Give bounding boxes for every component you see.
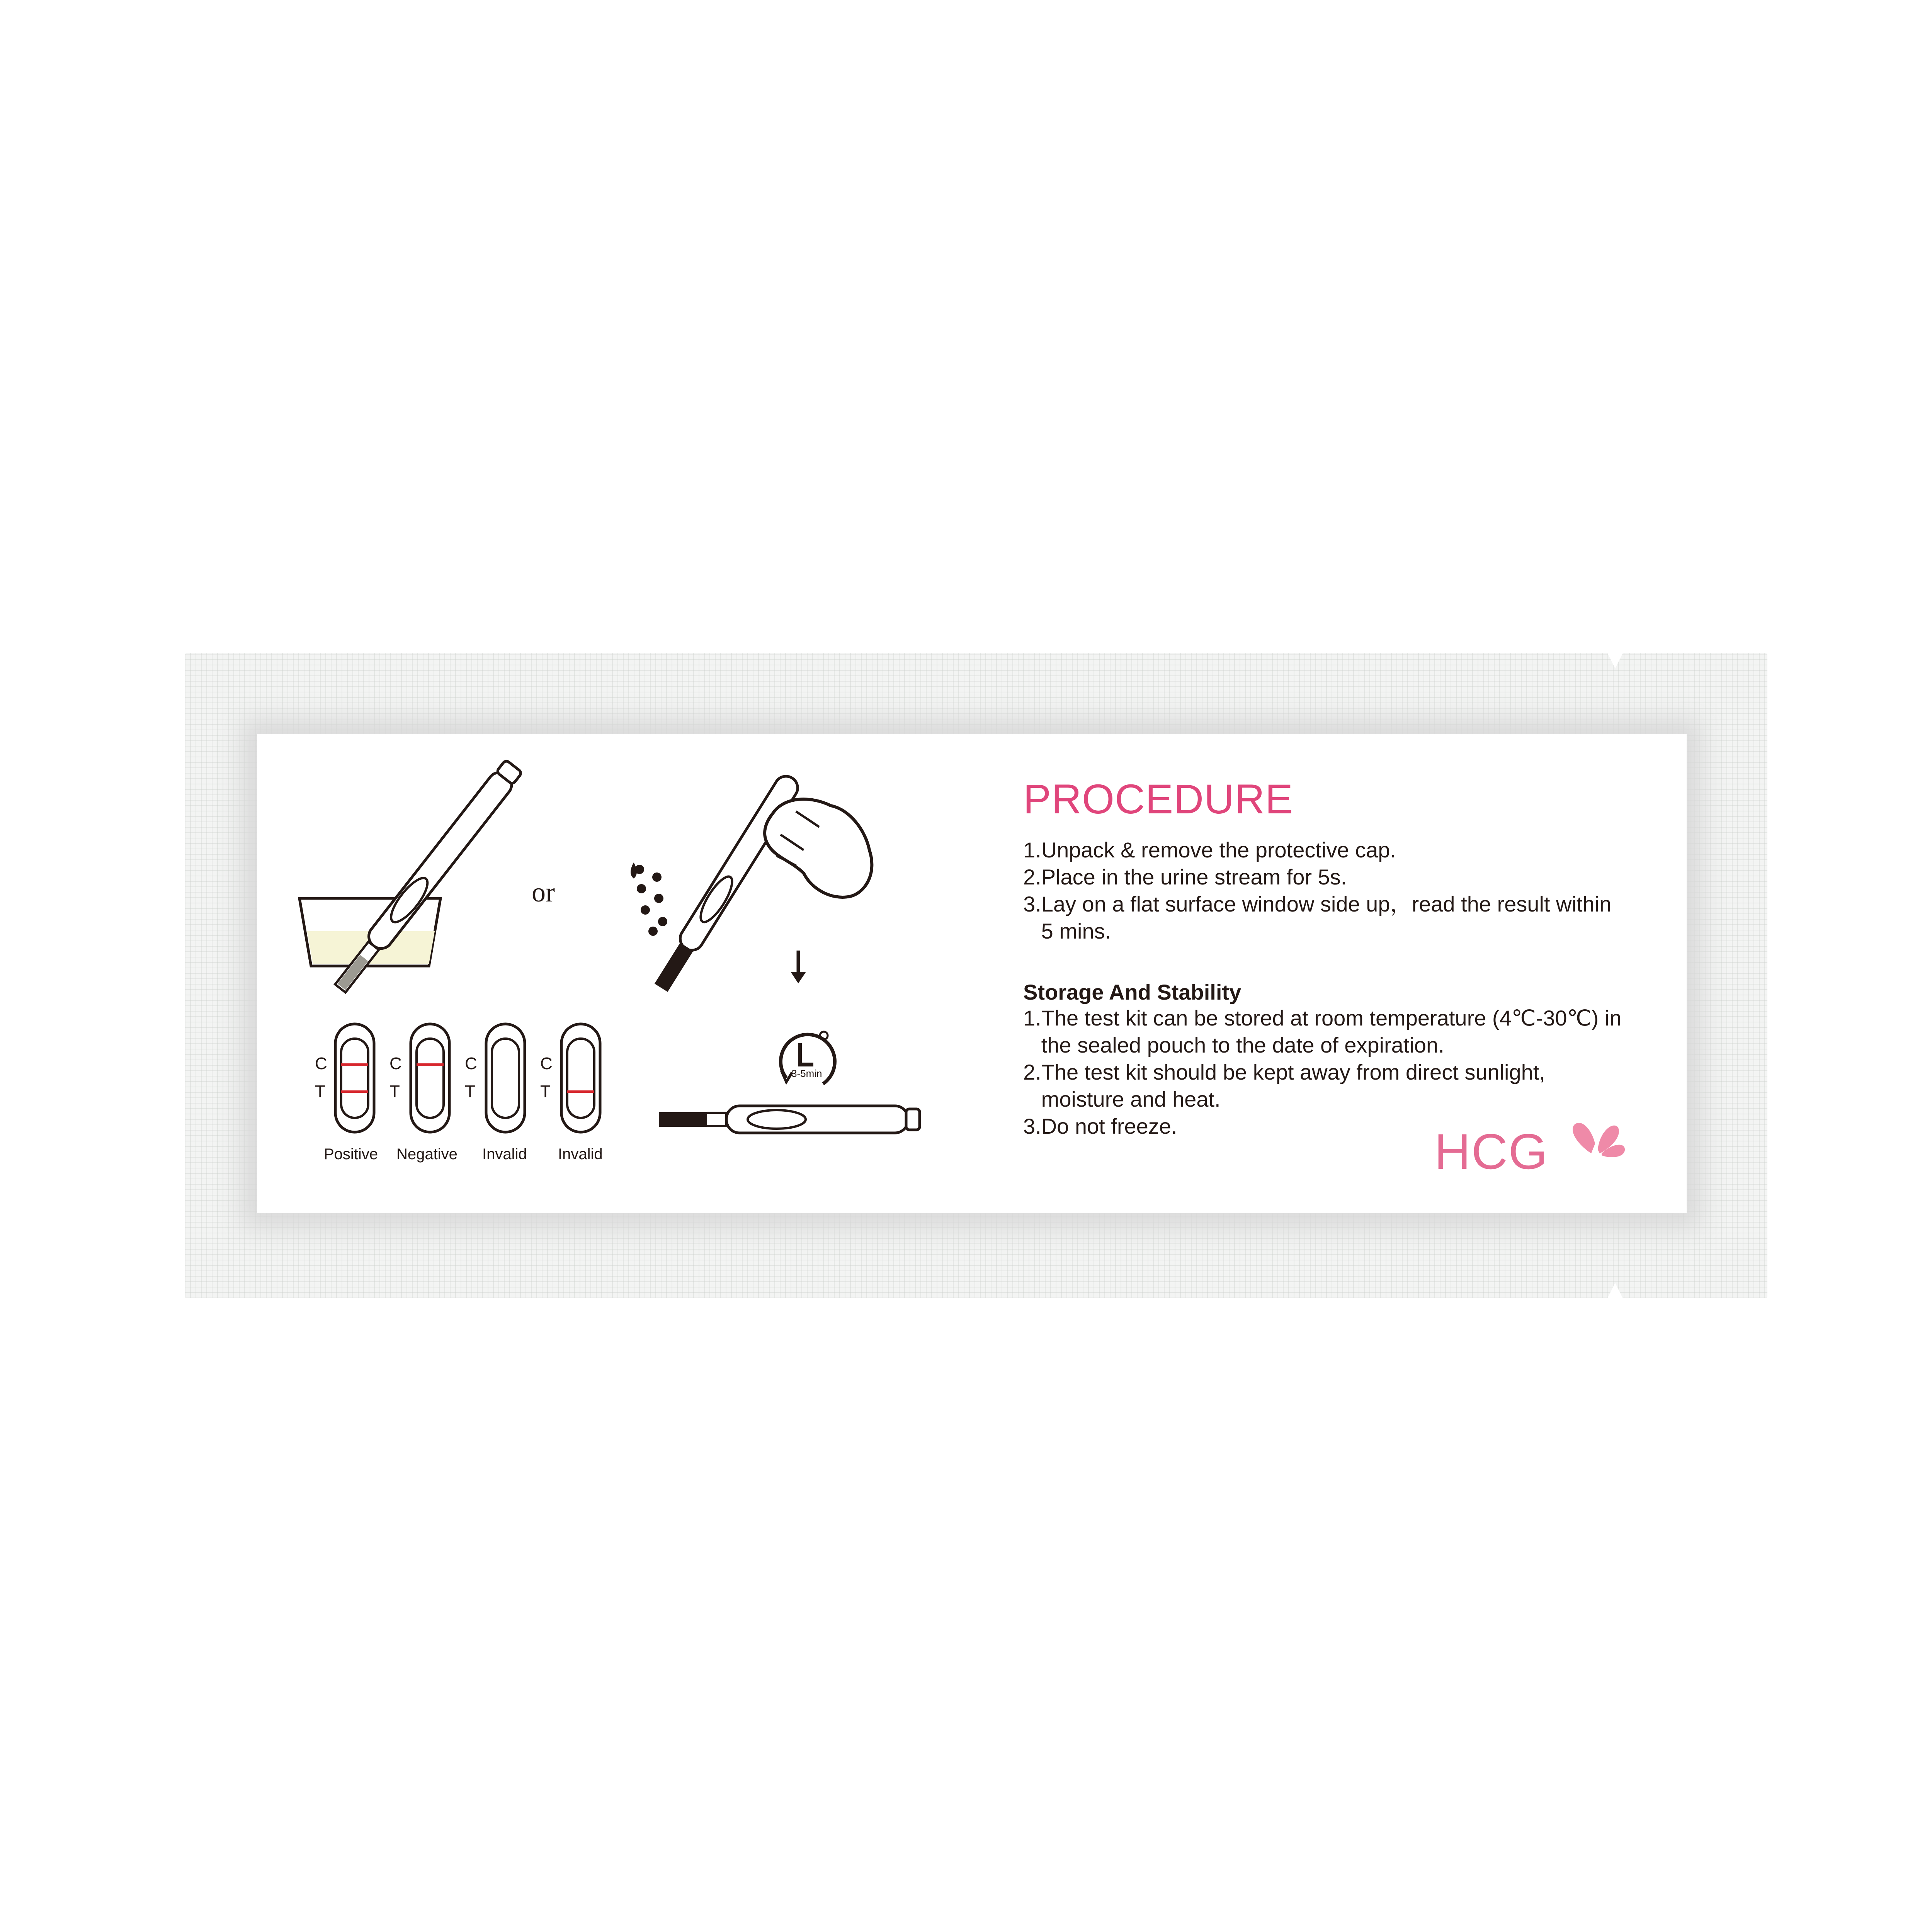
- down-arrow-icon: [791, 951, 806, 983]
- procedure-step: 3.Lay on a flat surface window side up，read the result within 5 mins.: [1023, 892, 1612, 943]
- control-letter: C: [315, 1054, 327, 1073]
- result-label-invalid: Invalid: [558, 1146, 603, 1163]
- test-device-horizontal: [659, 1106, 920, 1133]
- procedure-step: 1.Unpack & remove the protective cap.: [1023, 838, 1396, 862]
- result-cassettes: [335, 1024, 600, 1132]
- cup-dip-illustration: [299, 759, 524, 996]
- procedure-step: 2.Place in the urine stream for 5s.: [1023, 865, 1347, 889]
- test-letter: T: [465, 1082, 475, 1101]
- result-window: [561, 1024, 600, 1132]
- test-letter: T: [389, 1082, 400, 1101]
- brand-name: HCG: [1434, 1123, 1548, 1180]
- result-window: [411, 1024, 449, 1132]
- or-label: or: [532, 877, 555, 908]
- storage-item: 3.Do not freeze.: [1023, 1114, 1177, 1138]
- hand-stream-illustration: [631, 772, 872, 994]
- test-letter: T: [540, 1082, 551, 1101]
- procedure-title: PROCEDURE: [1023, 776, 1294, 822]
- storage-item: 1.The test kit can be stored at room temperature (4℃-30℃) in the sealed pouch to the date of expiration.: [1023, 1006, 1622, 1057]
- storage-item: 2.The test kit should be kept away from direct sunlight, moisture and heat.: [1023, 1060, 1545, 1111]
- result-window: [335, 1024, 374, 1132]
- result-label-negative: Negative: [396, 1146, 457, 1163]
- control-letter: C: [389, 1054, 402, 1073]
- test-letter: T: [315, 1082, 325, 1101]
- result-label-positive: Positive: [324, 1146, 378, 1163]
- result-window: [486, 1024, 525, 1132]
- control-letter: C: [540, 1054, 553, 1073]
- result-label-invalid: Invalid: [482, 1146, 527, 1163]
- procedure-steps: [1023, 837, 1611, 945]
- storage-title: Storage And Stability: [1023, 980, 1242, 1004]
- storage-items: [1023, 1005, 1621, 1140]
- urine-drops: [631, 862, 667, 936]
- timer-label: 3-5min: [791, 1068, 822, 1079]
- control-letter: C: [465, 1054, 477, 1073]
